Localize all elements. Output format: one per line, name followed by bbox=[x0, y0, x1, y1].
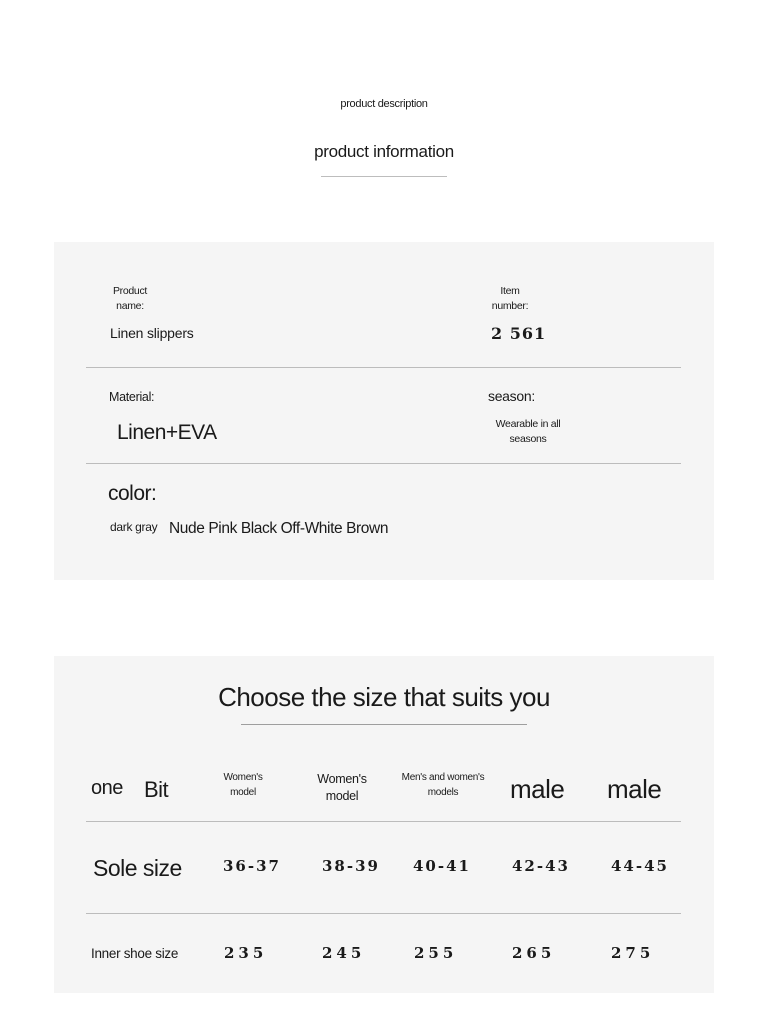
color-value-first: dark gray bbox=[110, 520, 158, 534]
season-value: Wearable in all seasons bbox=[495, 418, 561, 445]
inner-size-value: 265 bbox=[512, 944, 556, 962]
divider bbox=[86, 367, 681, 368]
title-underline bbox=[321, 176, 447, 177]
material-label: Material: bbox=[109, 390, 155, 404]
divider bbox=[86, 463, 681, 464]
divider bbox=[86, 821, 681, 822]
column-header: male bbox=[510, 774, 565, 804]
column-header: Men's and women's models bbox=[401, 772, 485, 798]
size-header-bit: Bit bbox=[144, 777, 169, 802]
product-name-value: Linen slippers bbox=[110, 325, 194, 341]
inner-size-value: 275 bbox=[611, 944, 655, 962]
sole-size-value: 42-43 bbox=[512, 857, 570, 875]
product-name-label: Product name: bbox=[112, 285, 148, 312]
season-label: season: bbox=[488, 388, 535, 404]
size-chart-title-underline bbox=[241, 724, 527, 725]
column-header: Women's model bbox=[317, 772, 367, 803]
column-header: Women's model bbox=[223, 772, 263, 798]
inner-size-value: 245 bbox=[322, 944, 366, 962]
item-number-value: 2 561 bbox=[491, 324, 547, 343]
sole-size-value: 36-37 bbox=[223, 857, 281, 875]
item-number-label: Item number: bbox=[491, 285, 529, 312]
sole-size-value: 38-39 bbox=[322, 857, 380, 875]
material-value: Linen+EVA bbox=[117, 421, 217, 444]
section-eyebrow: product description bbox=[340, 98, 428, 110]
sole-size-value: 44-45 bbox=[611, 857, 669, 875]
page-title: product information bbox=[314, 142, 454, 161]
sole-size-value: 40-41 bbox=[413, 857, 471, 875]
size-header-one: one bbox=[91, 777, 123, 799]
inner-size-label: Inner shoe size bbox=[91, 946, 179, 961]
inner-size-value: 255 bbox=[414, 944, 458, 962]
divider bbox=[86, 913, 681, 914]
column-header: male bbox=[607, 774, 662, 804]
size-chart-title: Choose the size that suits you bbox=[218, 682, 550, 712]
color-value-list: Nude Pink Black Off-White Brown bbox=[169, 520, 389, 537]
color-label: color: bbox=[108, 482, 157, 505]
sole-size-label: Sole size bbox=[93, 855, 182, 881]
inner-size-value: 235 bbox=[224, 944, 268, 962]
